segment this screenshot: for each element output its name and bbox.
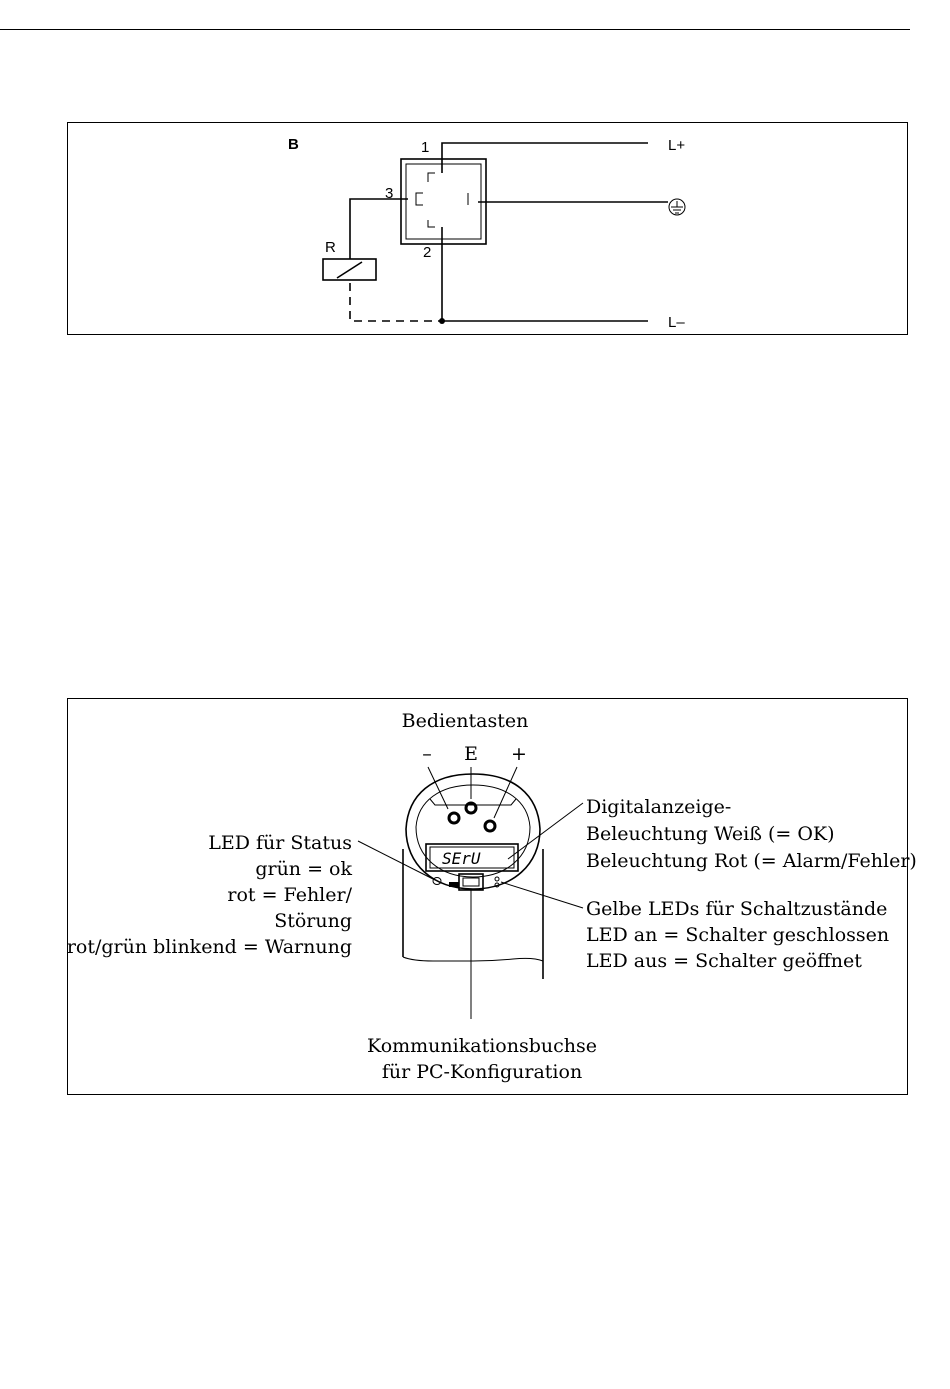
connector-inner-frame	[406, 164, 481, 239]
protective-earth-icon	[669, 199, 685, 215]
button-e[interactable]	[466, 803, 476, 813]
relay-label: R	[325, 239, 336, 256]
leader-button-plus	[494, 767, 517, 818]
leader-status-led	[358, 841, 433, 879]
buttons-title: Bedientasten	[401, 710, 529, 732]
comm-socket-line2: für PC-Konfiguration	[381, 1061, 583, 1083]
comm-socket-tab	[449, 882, 459, 887]
yellow-led-1	[495, 877, 499, 881]
relay-coil-slash	[337, 262, 362, 278]
comm-socket-line1: Kommunikationsbuchse	[367, 1035, 597, 1057]
pin-3-contact	[416, 193, 423, 205]
terminal-l-minus: L–	[668, 314, 685, 331]
yellow-leds-legend	[586, 898, 889, 972]
leader-yellow-leds	[501, 882, 583, 908]
pin-2-contact	[428, 220, 435, 227]
connector-outer-frame	[401, 159, 486, 244]
status-led-legend	[67, 832, 353, 958]
status-led-line1: grün = ok	[255, 858, 352, 880]
lcd-text: SErU	[442, 849, 481, 868]
display-diagram-svg	[66, 699, 917, 1096]
digital-display-line1: Digitalanzeige-	[586, 796, 732, 818]
header-rule	[0, 29, 910, 30]
yellow-leds-line2: LED an = Schalter geschlossen	[586, 924, 890, 946]
button-minus[interactable]	[449, 813, 459, 823]
comm-socket-inner	[463, 878, 479, 886]
leader-digital-display	[508, 803, 583, 859]
wiring-diagram-svg	[68, 123, 909, 336]
yellow-leds-line3: LED aus = Schalter geöffnet	[586, 950, 862, 972]
wire-pin-1	[442, 143, 648, 173]
status-led-line2: rot = Fehler/	[227, 884, 352, 906]
pin-1-contact	[428, 173, 435, 182]
relay-return-dashed	[350, 283, 442, 321]
status-led-line4: rot/grün blinkend = Warnung	[66, 936, 352, 958]
button-minus-label: –	[422, 743, 432, 765]
digital-display-legend	[586, 796, 917, 872]
status-led-line3: Störung	[274, 910, 352, 932]
wiring-diagram-figure	[67, 122, 908, 335]
button-e-label: E	[464, 743, 478, 765]
yellow-leds-line1: Gelbe LEDs für Schaltzustände	[586, 898, 888, 920]
figure-label-b: B	[288, 136, 299, 153]
button-plus-label: +	[511, 743, 527, 765]
wire-pin-3	[350, 199, 408, 259]
pin-2-label: 2	[423, 244, 432, 261]
pin-1-label: 1	[421, 139, 430, 156]
digital-display-line3: Beleuchtung Rot (= Alarm/Fehler)	[586, 850, 917, 872]
button-plus[interactable]	[485, 821, 495, 831]
pin-3-label: 3	[385, 185, 394, 202]
leader-button-minus	[428, 767, 448, 809]
display-diagram-figure	[66, 698, 917, 1095]
comm-socket-legend	[367, 1035, 597, 1083]
digital-display-line2: Beleuchtung Weiß (= OK)	[586, 823, 835, 845]
status-led-title: LED für Status	[208, 832, 352, 854]
terminal-l-plus: L+	[668, 137, 686, 154]
